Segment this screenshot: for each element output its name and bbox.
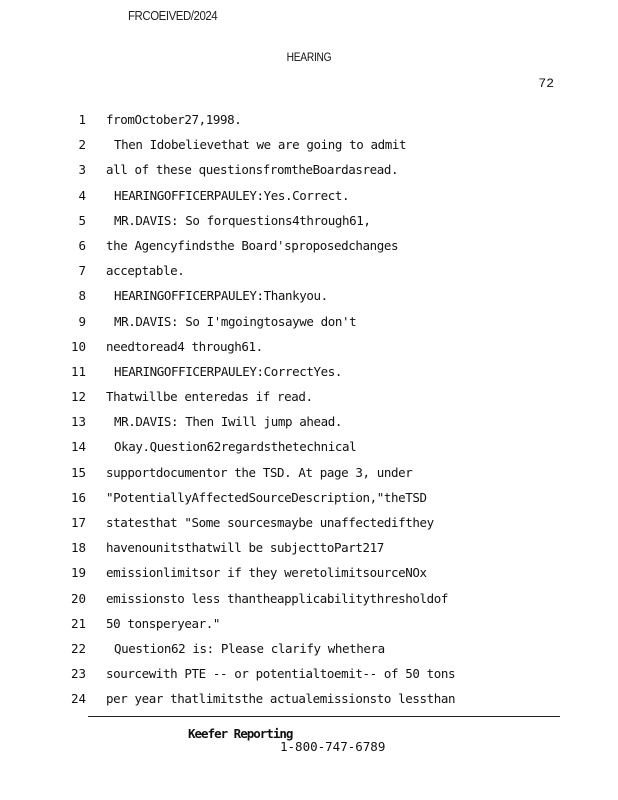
line-number: 19 (70, 565, 86, 581)
line-text: statesthat "Some sourcesmaybe unaffectedifthey (106, 515, 434, 530)
transcript-line (0, 410, 618, 435)
line-number: 9 (78, 313, 86, 329)
transcript-line (0, 335, 618, 360)
line-number: 10 (70, 338, 86, 354)
transcript-body (0, 108, 618, 713)
line-text: all of these questionsfromtheBoardasread. (106, 162, 399, 178)
line-text: supportdocumentor the TSD. At page 3, under (106, 464, 413, 480)
transcript-line (0, 662, 618, 687)
transcript-line (0, 234, 618, 259)
line-number: 2 (78, 137, 86, 153)
line-text: MR.DAVIS: So forquestions4through61, (114, 212, 371, 228)
transcript-line (0, 184, 618, 209)
line-number: 22 (70, 640, 86, 656)
line-text: HEARINGOFFICERPAULEY:Thankyou. (114, 288, 328, 304)
transcript-line (0, 259, 618, 284)
line-text: HEARINGOFFICERPAULEY:CorrectYes. (114, 363, 343, 379)
transcript-line (0, 360, 618, 385)
line-text: Thatwillbe enteredas if read. (106, 389, 313, 405)
line-number: 4 (78, 187, 86, 203)
line-number: 24 (70, 691, 86, 707)
line-text: Then Idobelievethat we are going to admit (114, 137, 407, 153)
line-text: MR.DAVIS: Then Iwill jump ahead. (114, 414, 343, 430)
transcript-line (0, 561, 618, 586)
line-text: MR.DAVIS: So I'mgoingtosaywe don't (114, 313, 357, 329)
line-text: Okay.Question62regardsthetechnical (114, 439, 357, 455)
transcript-line (0, 687, 618, 712)
header-stamp: FRCOEIVED/2024 (128, 8, 218, 23)
transcript-line (0, 536, 618, 561)
line-text: needtoread4 through61. (106, 338, 263, 354)
transcript-line (0, 385, 618, 410)
line-number: 6 (78, 237, 86, 253)
footer-divider (88, 716, 560, 717)
transcript-line (0, 435, 618, 460)
line-number: 1 (78, 112, 86, 127)
line-number: 23 (70, 666, 86, 682)
line-number: 5 (78, 212, 86, 228)
line-number: 11 (70, 363, 86, 379)
transcript-line (0, 310, 618, 335)
line-text: havenounitsthatwill be subjecttoPart217 (106, 540, 384, 556)
line-number: 14 (70, 439, 86, 455)
line-text: HEARINGOFFICERPAULEY:Yes.Correct. (114, 187, 350, 203)
line-text: "PotentiallyAffectedSourceDescription,"theTSD (106, 489, 427, 505)
line-number: 8 (78, 288, 86, 304)
transcript-line (0, 612, 618, 637)
line-number: 12 (70, 389, 86, 405)
line-text: acceptable. (106, 263, 185, 279)
line-text: sourcewith PTE -- or potentialtoemit-- of 50 tons (106, 666, 456, 682)
transcript-line (0, 284, 618, 309)
transcript-line (0, 587, 618, 612)
line-text: emissionsto less thantheapplicabilitythresholdof (106, 590, 449, 606)
transcript-line (0, 511, 618, 536)
line-number: 15 (70, 464, 86, 480)
line-text: per year thatlimitsthe actualemissionsto lessthan (106, 691, 456, 707)
line-number: 18 (70, 540, 86, 556)
line-number: 20 (70, 590, 86, 606)
line-number: 3 (78, 162, 86, 178)
line-text: emissionlimitsor if they weretolimitsourceNOx (106, 565, 427, 581)
line-text: 50 tonsperyear." (106, 615, 221, 631)
reporter-name: Keefer Reporting (188, 726, 293, 741)
line-number: 17 (70, 515, 86, 530)
reporter-phone: 1-800-747-6789 (280, 739, 386, 754)
transcript-line (0, 461, 618, 486)
line-number: 21 (70, 615, 86, 631)
transcript-line (0, 637, 618, 662)
transcript-line (0, 133, 618, 158)
transcript-line (0, 486, 618, 511)
transcript-line (0, 209, 618, 234)
page-number: 72 (538, 76, 554, 91)
line-number: 13 (70, 414, 86, 430)
line-text: Question62 is: Please clarify whethera (114, 640, 385, 656)
transcript-line (0, 158, 618, 183)
document-title: HEARING (286, 50, 332, 64)
line-number: 7 (78, 263, 86, 279)
line-text: the Agencyfindsthe Board'sproposedchanges (106, 237, 399, 253)
line-number: 16 (70, 489, 86, 505)
transcript-line (0, 108, 618, 133)
line-text: fromOctober27,1998. (106, 112, 242, 127)
